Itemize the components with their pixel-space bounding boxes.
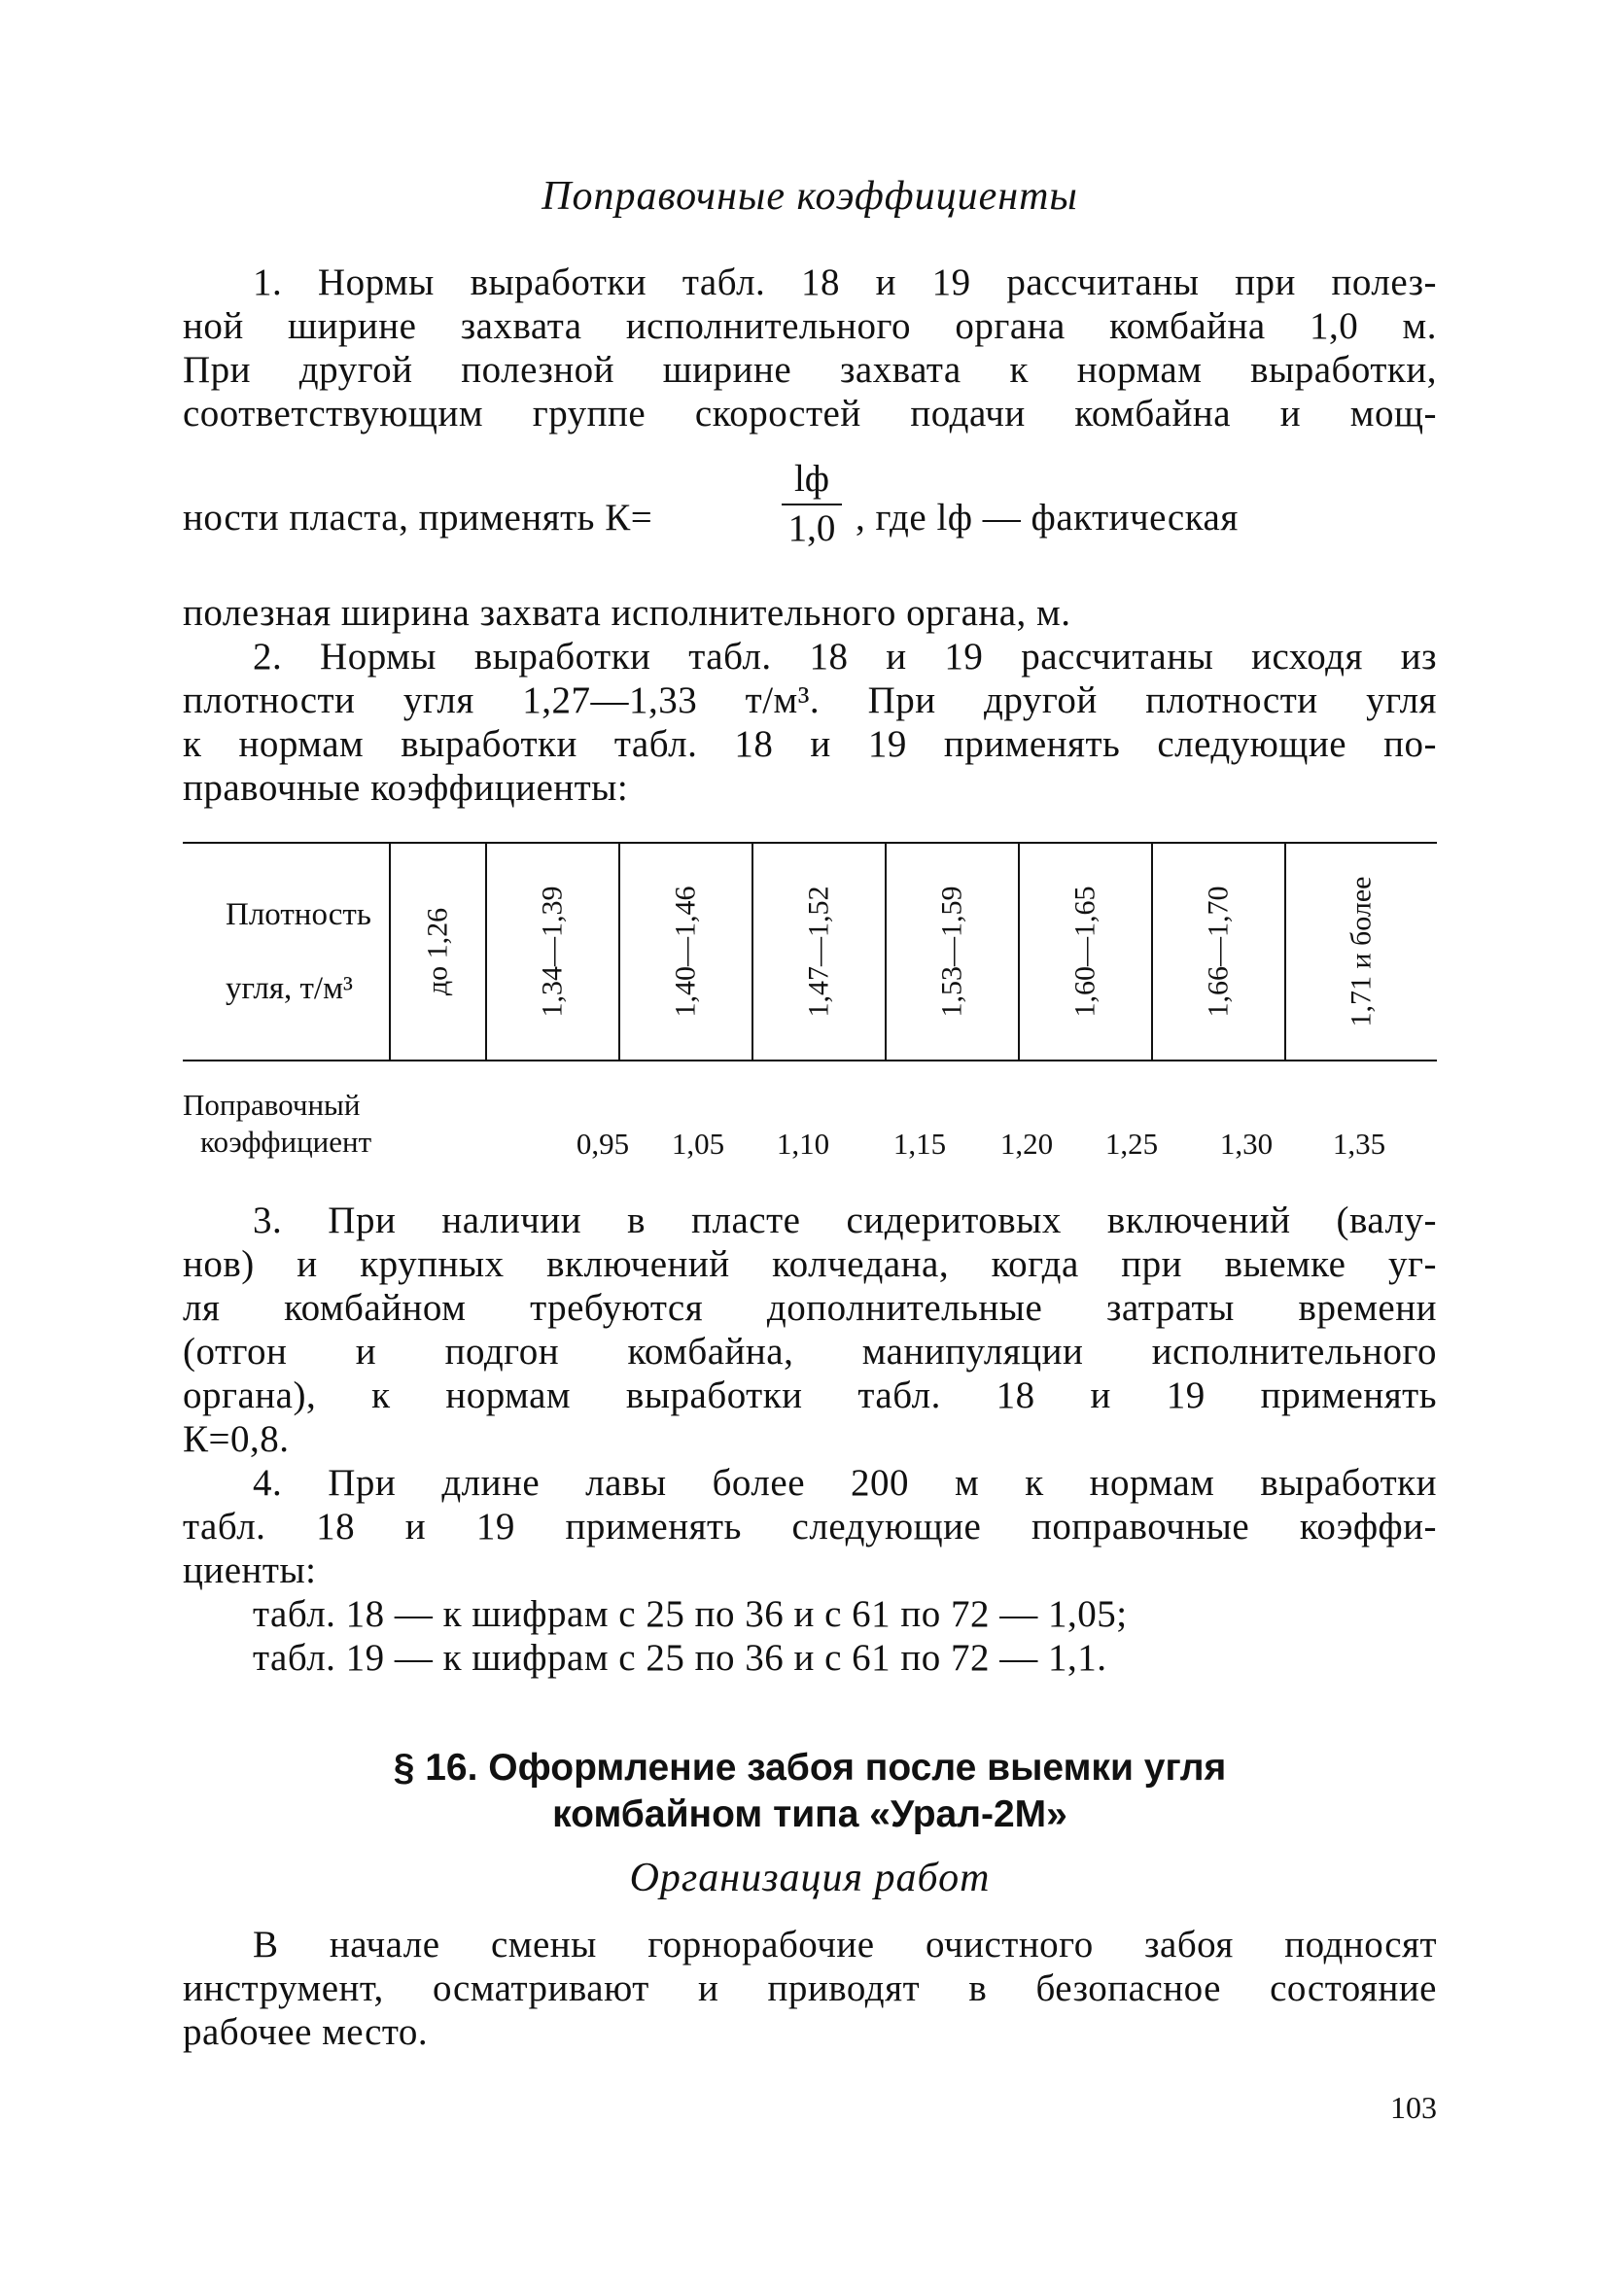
density-value: 1,71 и более <box>1345 876 1378 1027</box>
coefficient-value: 1,30 <box>1219 1127 1274 1161</box>
paragraph-line: инструмент, осматривают и приводят в безопасное состояние <box>183 1967 1437 2009</box>
page-number: 103 <box>1390 2090 1437 2125</box>
coefficient-value: 1,25 <box>1104 1127 1159 1161</box>
coefficient-value: 1,10 <box>776 1127 830 1161</box>
coefficient-value: 1,20 <box>999 1127 1054 1161</box>
page <box>183 0 1437 2296</box>
paragraph-line: рабочее место. <box>183 2011 429 2053</box>
density-label <box>183 843 390 1061</box>
paragraph-line: 4. При длине лавы более 200 м к нормам выработки <box>253 1462 1437 1504</box>
density-cell <box>390 843 486 1061</box>
coefficient-label <box>183 1087 371 1161</box>
density-value: до 1,26 <box>421 907 454 996</box>
paragraph-line: ной ширине захвата исполнительного органа комбайна 1,0 м. <box>183 305 1437 347</box>
section-title-line2: комбайном типа «Урал-2М» <box>552 1793 1067 1835</box>
coefficient-value: 1,15 <box>892 1127 947 1161</box>
paragraph-line: правочные коэффициенты: <box>183 767 629 809</box>
paragraph-line: (отгон и подгон комбайна, манипуляции исполнительного <box>183 1331 1437 1373</box>
paragraph-line: к нормам выработки табл. 18 и 19 применять следующие по- <box>183 723 1437 765</box>
paragraph-line: ля комбайном требуются дополнительные затраты времени <box>183 1287 1437 1329</box>
heading-work-organization: Организация работ <box>629 1856 991 1900</box>
density-value: 1,40—1,46 <box>669 886 702 1018</box>
density-cell <box>752 843 886 1061</box>
formula-prefix: ности пласта, применять К= <box>183 497 653 539</box>
density-value: 1,53—1,59 <box>935 886 968 1018</box>
density-label-line2: угля, т/м³ <box>226 971 353 1006</box>
paragraph-line: нов) и крупных включений колчедана, когда при выемке уг- <box>183 1243 1437 1285</box>
paragraph-line: В начале смены горнорабочие очистного забоя подносят <box>253 1924 1437 1966</box>
coefficient-label-line1: Поправочный <box>183 1088 361 1122</box>
density-cell <box>1019 843 1152 1061</box>
paragraph-1-end <box>183 591 1437 635</box>
paragraph-line: соответствующим группе скоростей подачи комбайна и мощ- <box>183 393 1437 435</box>
coefficient-label-line2: коэффициент <box>200 1125 372 1159</box>
list-item-table-19: табл. 19 — к шифрам с 25 по 36 и с 61 по 72 — 1,1. <box>253 1637 1107 1679</box>
fraction-bar <box>782 504 842 505</box>
paragraph-line: 2. Нормы выработки табл. 18 и 19 рассчитаны исходя из <box>253 636 1437 678</box>
density-value: 1,60—1,65 <box>1068 886 1101 1018</box>
paragraph-5 <box>183 1923 1437 2054</box>
density-value: 1,47—1,52 <box>802 886 835 1018</box>
paragraph-line: табл. 18 и 19 применять следующие поправочные коэффи- <box>183 1506 1437 1548</box>
paragraph-line: полезная ширина захвата исполнительного органа, м. <box>183 592 1071 634</box>
heading-correction-coefficients: Поправочные коэффициенты <box>542 174 1078 219</box>
paragraph-2 <box>183 635 1437 810</box>
formula-fraction <box>778 457 846 550</box>
density-cell <box>1285 843 1437 1061</box>
fraction-denominator: 1,0 <box>787 507 836 549</box>
paragraph-line: плотности угля 1,27—1,33 т/м³. При другой плотности угля <box>183 679 1437 721</box>
paragraph-1 <box>183 261 1437 435</box>
density-cell <box>486 843 619 1061</box>
section-title-line1: § 16. Оформление забоя после выемки угля <box>393 1747 1227 1789</box>
fraction-numerator: lф <box>793 458 830 500</box>
density-cell <box>619 843 752 1061</box>
paragraph-line: 1. Нормы выработки табл. 18 и 19 рассчитаны при полез- <box>253 261 1437 303</box>
paragraph-line: циенты: <box>183 1549 317 1591</box>
density-cell <box>886 843 1019 1061</box>
formula-suffix: , где lф — фактическая <box>856 497 1239 539</box>
density-label-line1: Плотность <box>226 897 371 932</box>
section-title <box>183 1745 1437 1838</box>
coefficient-value: 1,05 <box>671 1127 725 1161</box>
list-item-table-18: табл. 18 — к шифрам с 25 по 36 и с 61 по 72 — 1,05; <box>253 1593 1128 1635</box>
paragraph-line: органа), к нормам выработки табл. 18 и 19 применять <box>183 1374 1437 1416</box>
paragraph-line: К=0,8. <box>183 1418 290 1460</box>
density-table <box>183 842 1437 1061</box>
coefficient-value: 0,95 <box>576 1127 630 1161</box>
paragraph-line: 3. При наличии в пласте сидеритовых включений (валу- <box>253 1200 1437 1241</box>
density-value: 1,34—1,39 <box>536 886 569 1018</box>
density-value: 1,66—1,70 <box>1202 886 1235 1018</box>
paragraph-line: При другой полезной ширине захвата к нормам выработки, <box>183 349 1437 391</box>
paragraph-3 <box>183 1199 1437 1461</box>
paragraph-4 <box>183 1461 1437 1592</box>
coefficient-value: 1,35 <box>1332 1127 1386 1161</box>
density-cell <box>1152 843 1285 1061</box>
